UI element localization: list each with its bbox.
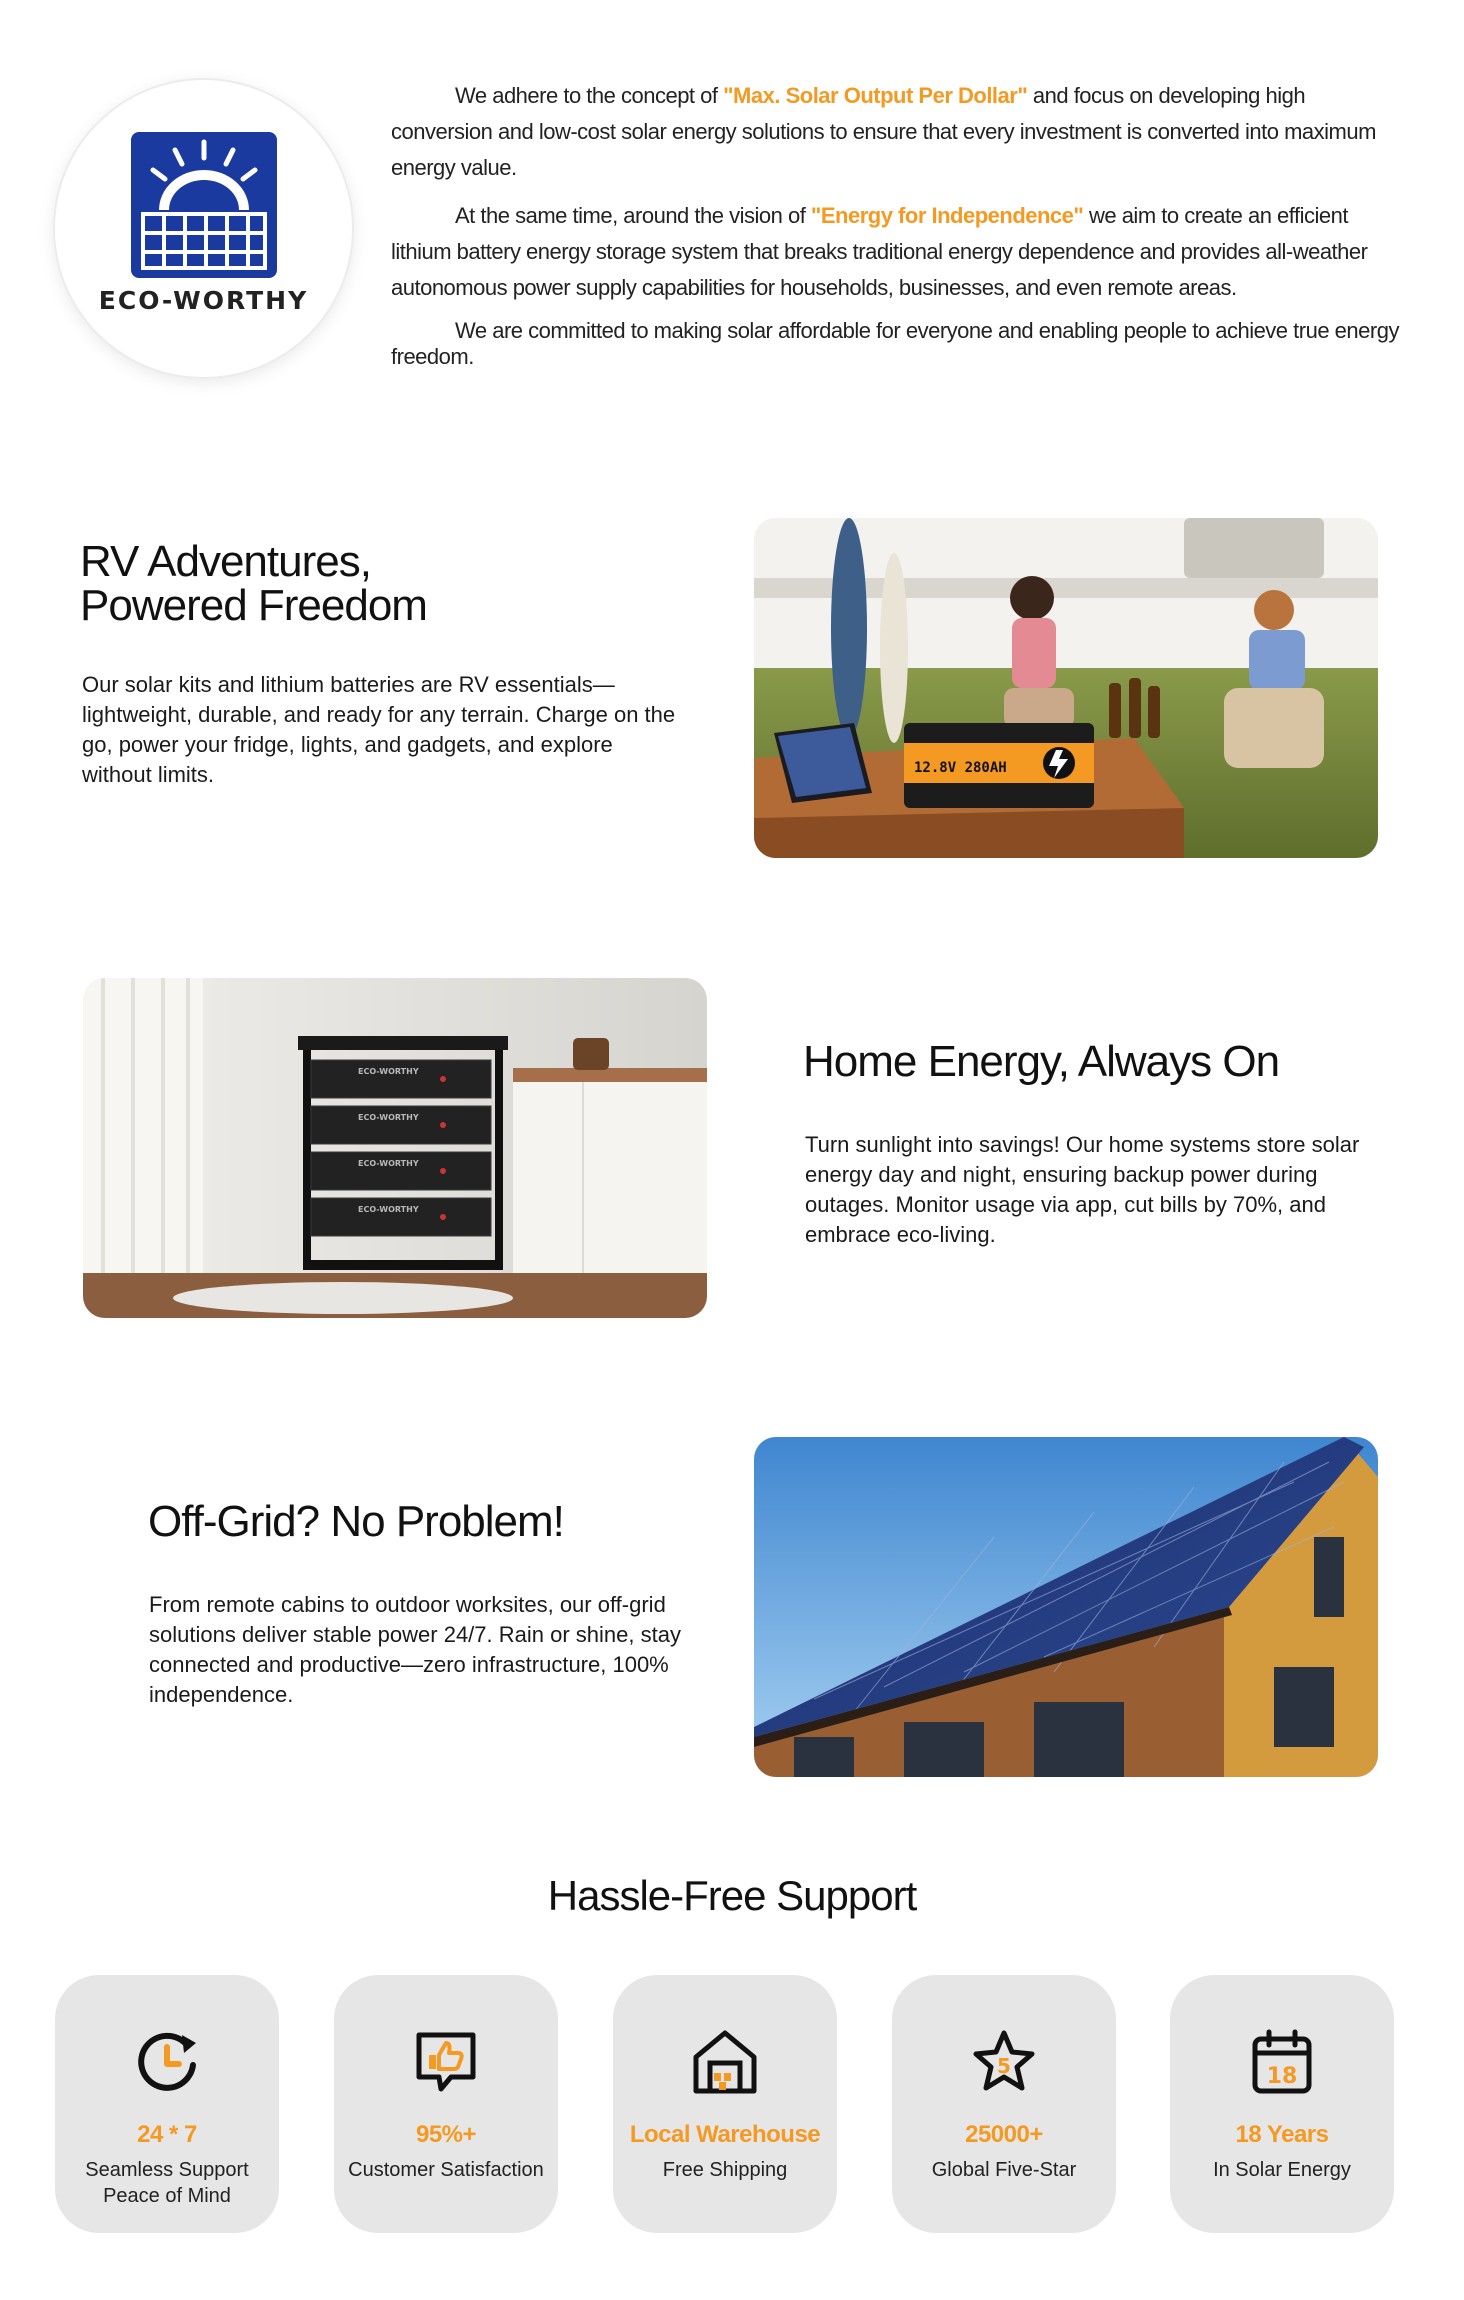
- intro-p2-text-end: we aim to create an efficient lithium battery energy storage system that breaks traditional energy dependence and provides all-weather autonomous power supply capabilities for households, businesses, and even remote areas.: [391, 203, 1368, 300]
- star-icon: [969, 2027, 1039, 2097]
- rv-section-body: Our solar kits and lithium batteries are RV essentials—lightweight, durable, and ready for any terrain. Charge on the go, power your fridge, lights, and gadgets, and explore without limits.: [82, 672, 676, 787]
- intro-p1-text-end: and focus on developing high conversion and low-cost solar energy solutions to ensure that every investment is converted into maximum energy value.: [391, 83, 1376, 180]
- home-battery-rack-photo: [83, 978, 707, 1318]
- svg-text:18: 18: [1266, 2064, 1298, 2089]
- offgrid-section-body: From remote cabins to outdoor worksites, our off-grid solutions deliver stable power 24/7. Rain or shine, stay connected and productive—zero infrastructure, 100% independence.: [149, 1592, 681, 1707]
- support-card-value: 95%+: [415, 2121, 477, 2148]
- brand-logo-badge: [55, 80, 352, 377]
- rack-brand-1: ECO-WORTHY: [358, 1067, 419, 1076]
- intro-paragraph-2: [391, 198, 1411, 306]
- battery-label: 12.8V 280AH: [914, 760, 1007, 776]
- support-card-value: 18 Years: [1235, 2121, 1329, 2148]
- support-card-satisfaction: [334, 1975, 558, 2233]
- support-card-line-1: Customer Satisfaction: [348, 2159, 544, 2181]
- intro-paragraph-1: [391, 78, 1411, 186]
- support-card-caption: [1213, 2157, 1351, 2183]
- home-section-title: Home Energy, Always On: [803, 1037, 1280, 1086]
- rv-section-title: [80, 537, 427, 630]
- support-card-caption: [932, 2157, 1077, 2183]
- support-card-value: Local Warehouse: [629, 2121, 821, 2148]
- offgrid-section-title: Off-Grid? No Problem!: [148, 1497, 564, 1546]
- intro-p2-text: At the same time, around the vision of: [455, 203, 811, 228]
- intro-p1-text: We adhere to the concept of: [455, 83, 724, 108]
- support-card-line-1: Free Shipping: [662, 2159, 788, 2181]
- intro-p1-highlight: "Max. Solar Output Per Dollar": [723, 83, 1028, 108]
- svg-text:5: 5: [997, 2054, 1011, 2078]
- clock-refresh-icon: [132, 2027, 202, 2097]
- solar-sun-logo-icon: [131, 132, 277, 278]
- support-card-line-2: Peace of Mind: [103, 2185, 231, 2207]
- support-card-five-star: [892, 1975, 1116, 2233]
- thumbs-up-icon: [411, 2027, 481, 2097]
- support-card-years: [1170, 1975, 1394, 2233]
- support-card-value: 24 * 7: [137, 2121, 197, 2148]
- support-card-warehouse: [613, 1975, 837, 2233]
- intro-text: [391, 78, 1411, 382]
- intro-p3-text: We are committed to making solar affordable for everyone and enabling people to achieve true energy freedom.: [391, 318, 1399, 369]
- support-card-line-1: Seamless Support: [85, 2159, 249, 2181]
- support-card-caption: [85, 2157, 248, 2209]
- warehouse-icon: [690, 2027, 760, 2097]
- rack-brand-3: ECO-WORTHY: [358, 1159, 419, 1168]
- rack-brand-4: ECO-WORTHY: [358, 1205, 419, 1214]
- rv-title-line-1: RV Adventures,: [80, 537, 371, 586]
- support-card-line-1: Global Five-Star: [931, 2159, 1077, 2181]
- support-card-caption: [348, 2157, 544, 2183]
- support-section-title: Hassle-Free Support: [547, 1872, 917, 1919]
- intro-paragraph-3: [391, 318, 1411, 370]
- support-card-line-1: In Solar Energy: [1213, 2159, 1351, 2181]
- offgrid-solar-roof-photo: [754, 1437, 1378, 1777]
- support-card-value: 25000+: [965, 2121, 1043, 2148]
- support-card-caption: [663, 2157, 788, 2183]
- intro-p2-highlight: "Energy for Independence": [810, 203, 1084, 228]
- rack-brand-2: ECO-WORTHY: [358, 1113, 419, 1122]
- brand-logo-text: ECO-WORTHY: [98, 286, 309, 315]
- support-card-24-7: [55, 1975, 279, 2233]
- home-section-body: Turn sunlight into savings! Our home systems store solar energy day and night, ensuring backup power during outages. Monitor usage via app, cut bills by 70%, and embrace eco-living.: [805, 1132, 1360, 1247]
- rv-title-line-2: Powered Freedom: [80, 581, 427, 630]
- rv-camping-photo: [754, 518, 1378, 858]
- calendar-icon: [1247, 2027, 1317, 2097]
